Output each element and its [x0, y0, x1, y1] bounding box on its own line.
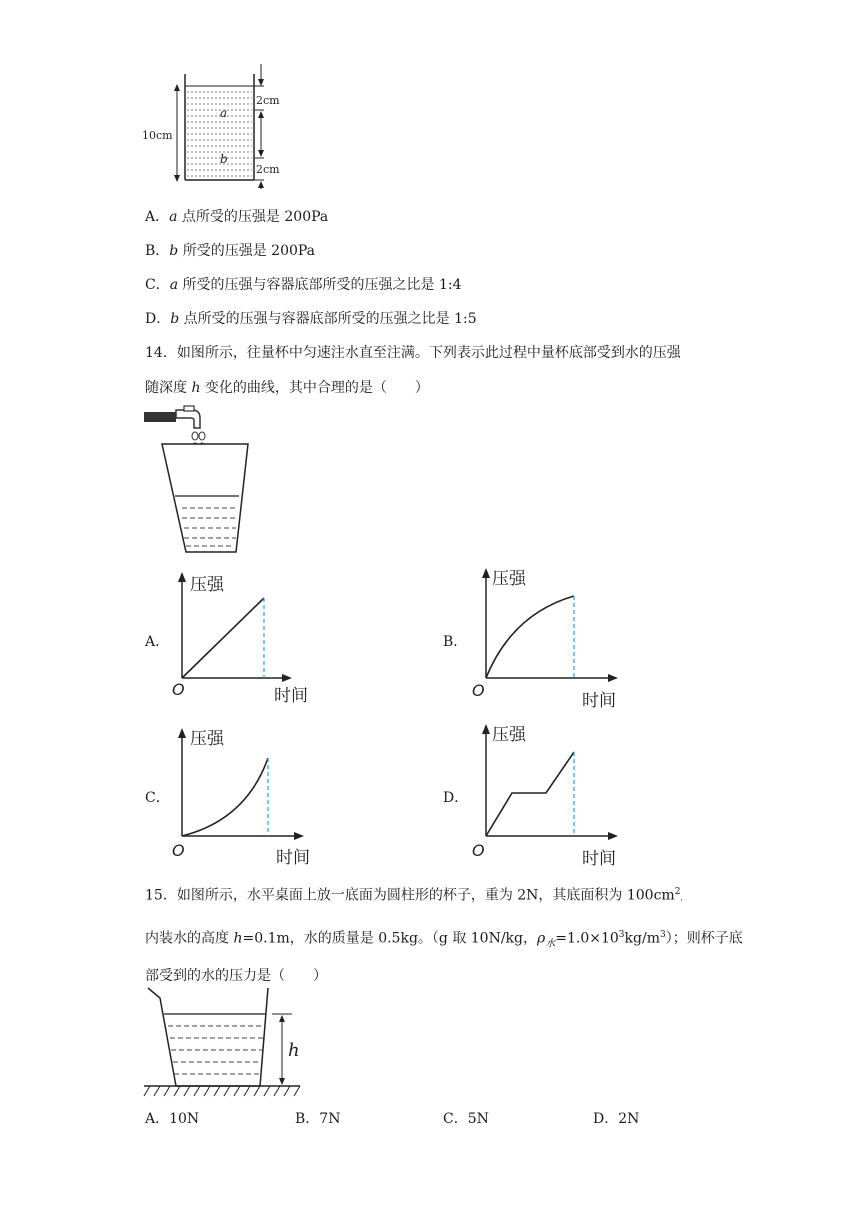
- option-letter: D．: [145, 311, 171, 327]
- q14-option-a-letter: A．: [145, 634, 170, 650]
- y-axis-label: 压强: [190, 729, 224, 749]
- q15-option-c: C．5N: [443, 1111, 489, 1127]
- q14-faucet-beaker-figure: [140, 404, 260, 556]
- option-text: 所受的压强是 200Pa: [178, 243, 316, 259]
- q14-graph-b: [472, 564, 632, 710]
- q14-graph-c: [168, 724, 328, 870]
- option-variable: b: [169, 243, 179, 259]
- option-variable: a: [169, 277, 179, 293]
- stem-text: ，: [680, 893, 688, 902]
- stem-superscript: 2: [674, 887, 681, 897]
- q13-container-figure: [140, 62, 300, 190]
- q13-option-b: [145, 241, 315, 261]
- q15-option-b: B．7N: [295, 1111, 341, 1127]
- stem-variable: h: [191, 380, 201, 396]
- faucet-pipe-icon: [144, 412, 176, 422]
- q15-option-a: A．10N: [145, 1111, 200, 1127]
- q15-stem-line-3: 部受到的水的压力是（ ）: [145, 968, 327, 984]
- y-axis-label: 压强: [190, 575, 224, 595]
- curve-concave-up: [182, 758, 268, 836]
- x-axis-label: 时间: [582, 849, 616, 869]
- option-variable: a: [169, 209, 178, 225]
- q14-stem-line-2: [145, 378, 429, 398]
- q14-graph-d: [472, 720, 632, 870]
- x-axis-label: 时间: [274, 686, 308, 706]
- q13-option-a: [145, 207, 328, 227]
- y-axis-label: 压强: [492, 725, 526, 745]
- q13-option-d: [145, 309, 477, 329]
- stem-variable: h: [233, 930, 243, 947]
- origin-label: O: [472, 841, 485, 860]
- stem-text: 变化的曲线，其中合理的是（ ）: [200, 380, 429, 396]
- x-axis-label: 时间: [582, 691, 616, 710]
- option-letter: C．: [145, 277, 170, 293]
- faucet-spout-icon: [176, 410, 200, 428]
- option-text: 所受的压强与容器底部所受的压强之比是 1:4: [178, 277, 462, 293]
- stem-text: 随深度: [145, 380, 192, 396]
- origin-label: O: [472, 681, 485, 700]
- origin-label: O: [172, 680, 185, 699]
- q13-point-a: a: [220, 106, 228, 120]
- y-axis-label: 压强: [492, 569, 526, 589]
- stem-superscript: 3: [618, 930, 625, 940]
- stem-text: =0.1m，水的质量是 0.5kg。（g 取 10N/kg，: [242, 930, 538, 947]
- q14-option-d-letter: D．: [443, 790, 469, 806]
- option-text: 点所受的压强是 200Pa: [177, 209, 329, 225]
- stem-text: =1.0×10: [555, 930, 619, 947]
- q13-point-b: b: [220, 152, 228, 166]
- q15-h-label: h: [288, 1040, 300, 1061]
- q13-option-c: [145, 275, 462, 295]
- q13-label-2cm-top: 2cm: [256, 94, 280, 107]
- stem-text: 15．如图所示，水平桌面上放一底面为圆柱形的杯子，重为 2N，其底面积为 100cm: [145, 887, 675, 904]
- cup-icon: [148, 988, 268, 1086]
- stem-text: kg/m: [624, 930, 660, 947]
- stem-text: ）；则杯子底: [665, 930, 743, 947]
- stem-variable: ρ: [537, 930, 546, 947]
- origin-label: O: [172, 841, 185, 860]
- stem-subscript: 水: [545, 938, 556, 950]
- option-text: 点所受的压强与容器底部所受的压强之比是 1:5: [179, 311, 477, 327]
- curve-concave-down: [486, 596, 574, 678]
- q15-stem-line-1: [145, 882, 687, 908]
- curve-linear: [182, 598, 264, 678]
- q15-option-d: D．2N: [593, 1111, 640, 1127]
- q15-stem-line-2: [145, 925, 743, 954]
- q14-option-c-letter: C．: [145, 790, 170, 806]
- q15-cup-figure: [140, 984, 310, 1104]
- q14-stem-line-1: 14．如图所示，往量杯中匀速注水直至注满。下列表示此过程中量杯底部受到水的压强: [145, 345, 681, 361]
- curve-rise-flat-rise: [486, 752, 574, 836]
- option-letter: A．: [145, 209, 170, 225]
- option-letter: B．: [145, 243, 170, 259]
- beaker-icon: [162, 444, 248, 552]
- q14-option-b-letter: B．: [443, 634, 468, 650]
- stem-superscript: 3: [659, 930, 666, 940]
- q14-graph-a: [168, 568, 318, 708]
- x-axis-label: 时间: [276, 848, 310, 868]
- option-variable: b: [170, 311, 180, 327]
- q13-label-10cm: 10cm: [142, 129, 173, 142]
- stem-text: 内装水的高度: [145, 930, 234, 947]
- q13-label-2cm-bottom: 2cm: [256, 163, 280, 176]
